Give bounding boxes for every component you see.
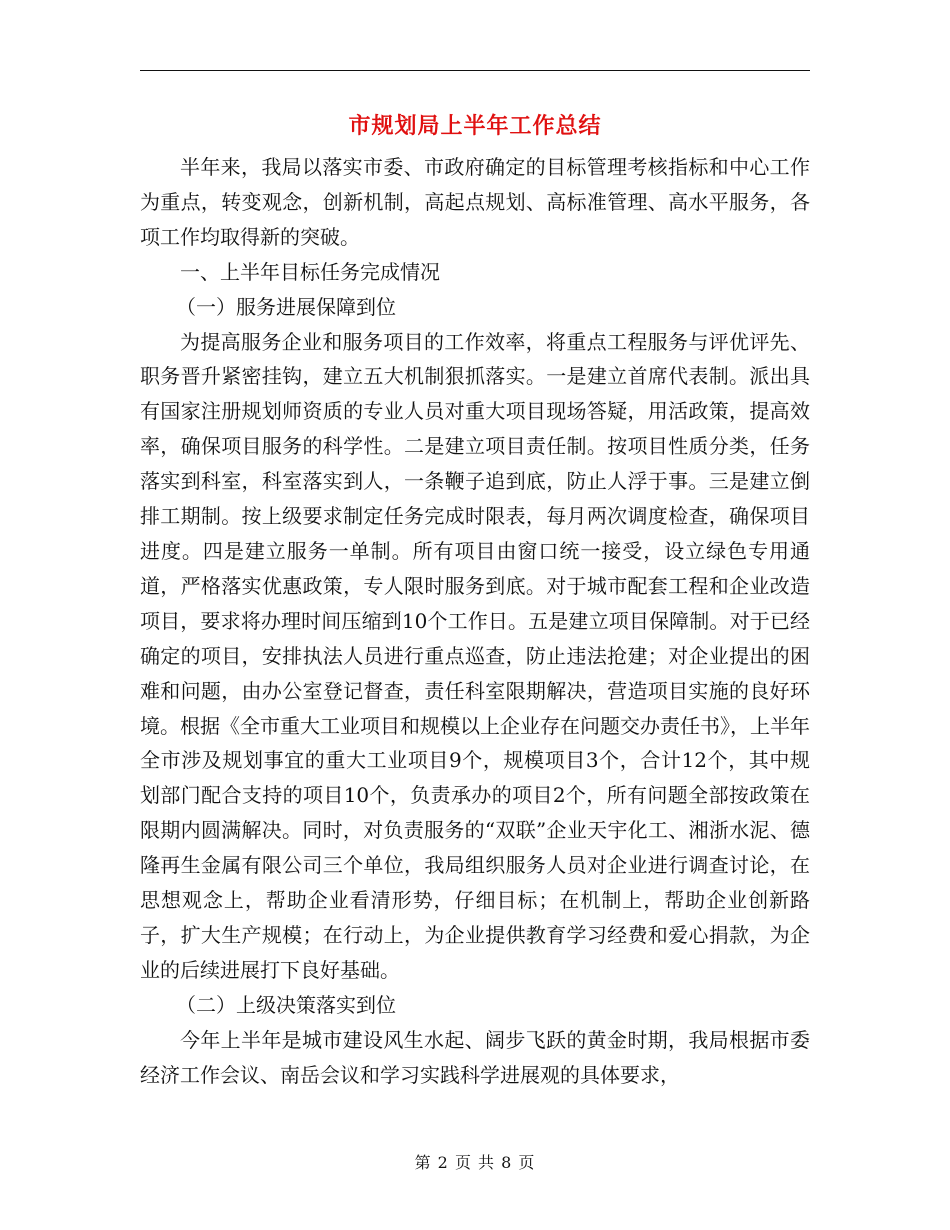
body-paragraph-1: 为提高服务企业和服务项目的工作效率，将重点工程服务与评优评先、职务晋升紧密挂钩，建立五大机制狠抓落实。一是建立首席代表制。派出具有国家注册规划师资质的专业人员对重大项目现场答疑，用活政策，提高效率，确保项目服务的科学性。二是建立项目责任制。按项目性质分类，任务落实到科室，科室落实到人，一条鞭子追到底，防止人浮于事。三是建立倒排工期制。按上级要求制定任务完成时限表，每月两次调度检查，确保项目进度。四是建立服务一单制。所有项目由窗口统一接受，设立绿色专用通道，严格落实优惠政策，专人限时服务到底。对于城市配套工程和企业改造项目，要求将办理时间压缩到10个工作日。五是建立项目保障制。对于已经确定的项目，安排执法人员进行重点巡查，防止违法抢建；对企业提出的困难和问题，由办公室登记督查，责任科室限期解决，营造项目实施的良好环境。根据《全市重大工业项目和规模以上企业存在问题交办责任书》，上半年全市涉及规划事宜的重大工业项目9个，规模项目3个，合计12个，其中规划部门配合支持的项目10个，负责承办的项目2个，所有问题全部按政策在限期内圆满解决。同时，对负责服务的“双联”企业天宇化工、湘浙水泥、德隆再生金属有限公司三个单位，我局组织服务人员对企业进行调查讨论，在思想观念上，帮助企业看清形势，仔细目标；在机制上，帮助企业创新路子，扩大生产规模；在行动上，为企业提供教育学习经费和爱心捐款，为企业的后续进展打下良好基础。: [140, 329, 810, 982]
subsection-heading-2: （二）上级决策落实到位: [176, 992, 396, 1017]
document-title: 市规划局上半年工作总结: [348, 113, 602, 139]
page-number-footer: 第 2 页 共 8 页: [414, 1153, 536, 1172]
document-body: [140, 150, 810, 1092]
body-paragraph-2: 今年上半年是城市建设风生水起、阔步飞跃的黄金时期，我局根据市委经济工作会议、南岳会议和学习实践科学进展观的具体要求，: [140, 1027, 810, 1087]
header-rule: [140, 70, 810, 71]
subsection-heading-1: （一）服务进展保障到位: [176, 294, 396, 319]
intro-paragraph: 半年来，我局以落实市委、市政府确定的目标管理考核指标和中心工作为重点，转变观念，创新机制，高起点规划、高标准管理、高水平服务，各项工作均取得新的突破。: [140, 155, 810, 249]
section-heading-1: 一、上半年目标任务完成情况: [180, 259, 440, 284]
